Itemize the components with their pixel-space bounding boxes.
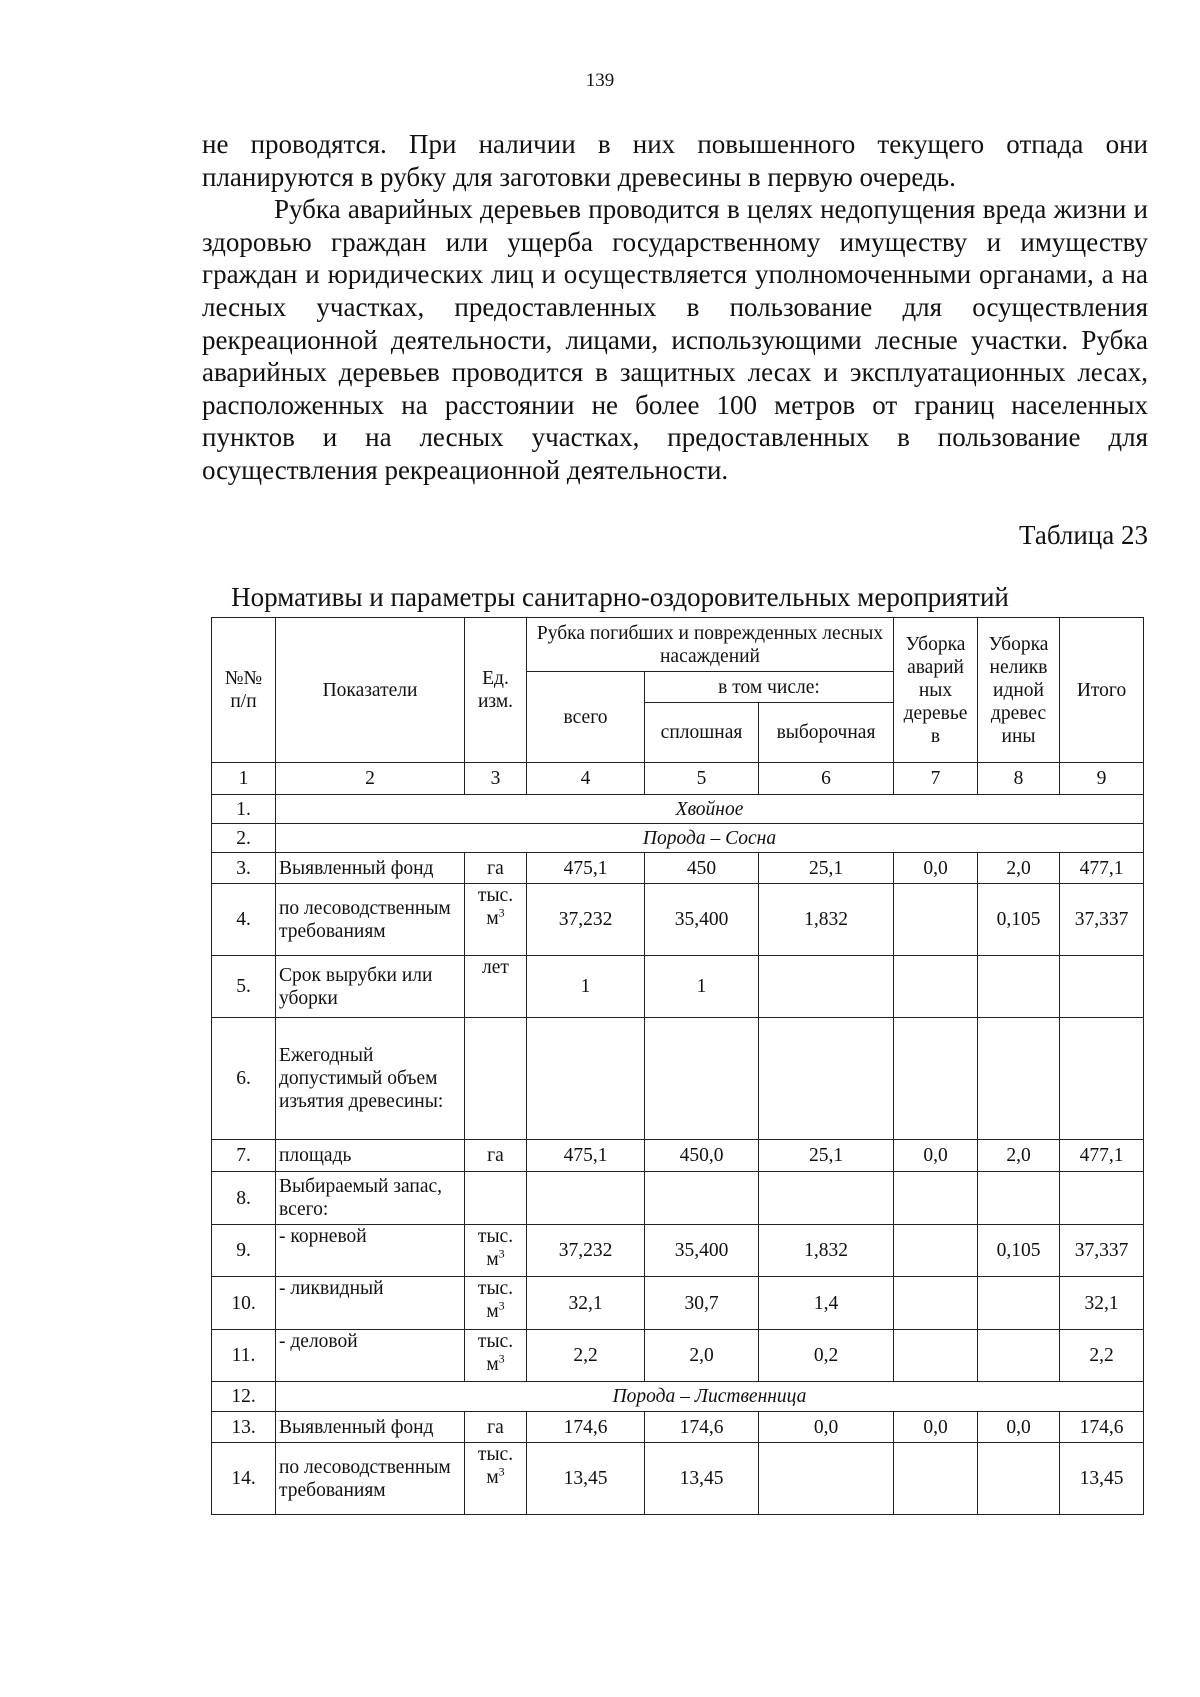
row-number: 2. xyxy=(212,824,276,853)
row-label: площадь xyxy=(276,1140,465,1172)
row-unit xyxy=(465,1018,527,1140)
row-label: Выявленный фонд xyxy=(276,1412,465,1443)
cell-value: 475,1 xyxy=(527,1140,645,1172)
cell-value: 37,232 xyxy=(527,1225,645,1277)
unit-thous: тыс. м xyxy=(477,1331,514,1375)
cell-value: 0,2 xyxy=(759,1330,894,1382)
cell-value: 1,4 xyxy=(759,1277,894,1330)
unit-superscript: 3 xyxy=(498,905,505,920)
cell-value: 13,45 xyxy=(1060,1443,1144,1515)
cell-value xyxy=(1060,1172,1144,1225)
cell-value xyxy=(978,956,1060,1018)
row-unit: га xyxy=(465,1140,527,1172)
table-label: Таблица 23 xyxy=(1019,520,1148,550)
cell-value: 2,0 xyxy=(978,853,1060,884)
row-number: 10. xyxy=(212,1277,276,1330)
row-unit xyxy=(465,1443,527,1515)
header-felling: Рубка погибших и поврежденных лесных насаждений xyxy=(527,618,894,672)
section-heading: Порода – Лиственница xyxy=(276,1382,1144,1412)
section-heading: Порода – Сосна xyxy=(276,824,1144,853)
row-label: - корневой xyxy=(276,1225,465,1277)
cell-value: 477,1 xyxy=(1060,853,1144,884)
row-label: Выбираемый запас, всего: xyxy=(276,1172,465,1225)
cell-value xyxy=(759,956,894,1018)
cell-value: 477,1 xyxy=(1060,1140,1144,1172)
col-number: 8 xyxy=(978,763,1060,795)
cell-value: 37,337 xyxy=(1060,884,1144,956)
cell-value: 1,832 xyxy=(759,884,894,956)
cell-value xyxy=(759,1443,894,1515)
cell-value: 0,105 xyxy=(978,884,1060,956)
page-number: 139 xyxy=(585,70,615,91)
row-unit xyxy=(465,884,527,956)
cell-value xyxy=(894,1330,978,1382)
cell-value xyxy=(1060,1018,1144,1140)
cell-value: 35,400 xyxy=(645,884,759,956)
col-number: 3 xyxy=(465,763,527,795)
row-number: 14. xyxy=(212,1443,276,1515)
table-row xyxy=(212,1140,1144,1172)
header-including: в том числе: xyxy=(645,672,894,703)
cell-value: 32,1 xyxy=(527,1277,645,1330)
cell-value: 450,0 xyxy=(645,1140,759,1172)
cell-value: 475,1 xyxy=(527,853,645,884)
paragraph-1: не проводятся. При наличии в них повышенного текущего отпада они планируются в рубку для заготовки древесины в первую очередь. xyxy=(202,129,1148,192)
row-label: Ежегодный допустимый объем изъятия древесины: xyxy=(276,1018,465,1140)
cell-value: 32,1 xyxy=(1060,1277,1144,1330)
cell-value: 37,337 xyxy=(1060,1225,1144,1277)
row-unit xyxy=(465,1225,527,1277)
cell-value: 25,1 xyxy=(759,1140,894,1172)
cell-value xyxy=(978,1277,1060,1330)
cell-value: 0,0 xyxy=(894,853,978,884)
row-label: по лесоводственным требованиям xyxy=(276,1443,465,1515)
row-number: 5. xyxy=(212,956,276,1018)
cell-value: 1,832 xyxy=(759,1225,894,1277)
cell-value xyxy=(894,956,978,1018)
cell-value: 25,1 xyxy=(759,853,894,884)
col-number: 2 xyxy=(276,763,465,795)
unit-thous: тыс. м xyxy=(477,1278,514,1322)
cell-value: 174,6 xyxy=(527,1412,645,1443)
table-title: Нормативы и параметры санитарно-оздоровительных мероприятий xyxy=(231,582,1009,612)
table-row xyxy=(212,795,1144,824)
header-indicators: Показатели xyxy=(276,618,465,763)
header-selective: выборочная xyxy=(759,703,894,763)
cell-value: 13,45 xyxy=(527,1443,645,1515)
cell-value: 2,0 xyxy=(645,1330,759,1382)
row-number: 1. xyxy=(212,795,276,824)
table-row xyxy=(212,1443,1144,1515)
cell-value: 174,6 xyxy=(1060,1412,1144,1443)
cell-value: 450 xyxy=(645,853,759,884)
row-unit xyxy=(465,1277,527,1330)
cell-value xyxy=(894,1172,978,1225)
header-row xyxy=(212,618,1144,672)
norms-table xyxy=(211,617,1144,1515)
table-row xyxy=(212,824,1144,853)
cell-value xyxy=(894,1277,978,1330)
header-illiquid: Уборка неликв идной древес ины xyxy=(978,618,1060,763)
row-label: по лесоводственным требованиям xyxy=(276,884,465,956)
cell-value: 0,0 xyxy=(978,1412,1060,1443)
cell-value: 2,2 xyxy=(1060,1330,1144,1382)
row-label: Срок вырубки или уборки xyxy=(276,956,465,1018)
table-row xyxy=(212,853,1144,884)
table-row xyxy=(212,1382,1144,1412)
row-label: - деловой xyxy=(276,1330,465,1382)
cell-value: 13,45 xyxy=(645,1443,759,1515)
table-row xyxy=(212,1277,1144,1330)
cell-value: 0,0 xyxy=(894,1140,978,1172)
header-total: Итого xyxy=(1060,618,1144,763)
cell-value xyxy=(978,1443,1060,1515)
unit-superscript: 3 xyxy=(498,1298,505,1313)
col-number: 4 xyxy=(527,763,645,795)
row-number: 7. xyxy=(212,1140,276,1172)
table-row xyxy=(212,1018,1144,1140)
table-row xyxy=(212,1330,1144,1382)
cell-value xyxy=(759,1018,894,1140)
table-row xyxy=(212,1412,1144,1443)
col-number: 7 xyxy=(894,763,978,795)
row-number: 3. xyxy=(212,853,276,884)
table-row xyxy=(212,1172,1144,1225)
row-label: - ликвидный xyxy=(276,1277,465,1330)
paragraph-2: Рубка аварийных деревьев проводится в целях недопущения вреда жизни и здоровью граждан или ущерба государственному имуществу и имуществу граждан и юридических лиц и осуществляется уполномоченными органами, а на лесных участках, предоставленных в пользование для осуществления рекреационной деятельности, лицами, использующими лесные участки. Рубка аварийных деревьев проводится в защитных лесах и эксплуатационных лесах, расположенных на расстоянии не более 100 метров от границ населенных пунктов и на лесных участках, предоставленных в пользование для осуществления рекреационной деятельности. xyxy=(202,194,1148,485)
cell-value xyxy=(894,884,978,956)
cell-value: 30,7 xyxy=(645,1277,759,1330)
header-emergency: Уборка аварий ных деревье в xyxy=(894,618,978,763)
cell-value xyxy=(527,1172,645,1225)
cell-value: 0,0 xyxy=(894,1412,978,1443)
cell-value xyxy=(978,1172,1060,1225)
table-row xyxy=(212,884,1144,956)
cell-value: 174,6 xyxy=(645,1412,759,1443)
cell-value: 35,400 xyxy=(645,1225,759,1277)
cell-value xyxy=(894,1443,978,1515)
cell-value xyxy=(978,1330,1060,1382)
table-row xyxy=(212,956,1144,1018)
row-number: 9. xyxy=(212,1225,276,1277)
section-heading: Хвойное xyxy=(276,795,1144,824)
col-number: 5 xyxy=(645,763,759,795)
unit-superscript: 3 xyxy=(498,1246,505,1261)
cell-value xyxy=(759,1172,894,1225)
row-number: 12. xyxy=(212,1382,276,1412)
cell-value xyxy=(645,1018,759,1140)
unit-thous: тыс. м xyxy=(477,1444,514,1488)
col-number: 1 xyxy=(212,763,276,795)
cell-value: 1 xyxy=(645,956,759,1018)
cell-value: 2,0 xyxy=(978,1140,1060,1172)
column-number-row xyxy=(212,763,1144,795)
row-number: 13. xyxy=(212,1412,276,1443)
table-row xyxy=(212,1225,1144,1277)
row-unit xyxy=(465,1330,527,1382)
cell-value: 0,0 xyxy=(759,1412,894,1443)
cell-value xyxy=(894,1225,978,1277)
cell-value xyxy=(1060,956,1144,1018)
cell-value xyxy=(894,1018,978,1140)
row-number: 11. xyxy=(212,1330,276,1382)
header-clear: сплошная xyxy=(645,703,759,763)
row-number: 6. xyxy=(212,1018,276,1140)
body-text xyxy=(202,128,1148,487)
row-unit: га xyxy=(465,1412,527,1443)
col-number: 9 xyxy=(1060,763,1144,795)
header-unit: Ед. изм. xyxy=(465,618,527,763)
cell-value: 1 xyxy=(527,956,645,1018)
unit-superscript: 3 xyxy=(498,1351,505,1366)
cell-value: 0,105 xyxy=(978,1225,1060,1277)
row-unit: га xyxy=(465,853,527,884)
cell-value xyxy=(645,1172,759,1225)
row-unit: лет xyxy=(465,956,527,1018)
header-num: №№ п/п xyxy=(212,618,276,763)
cell-value xyxy=(978,1018,1060,1140)
unit-thous: тыс. м xyxy=(477,885,514,929)
row-unit xyxy=(465,1172,527,1225)
row-number: 4. xyxy=(212,884,276,956)
cell-value xyxy=(527,1018,645,1140)
unit-thous: тыс. м xyxy=(477,1226,514,1270)
row-number: 8. xyxy=(212,1172,276,1225)
col-number: 6 xyxy=(759,763,894,795)
row-label: Выявленный фонд xyxy=(276,853,465,884)
cell-value: 37,232 xyxy=(527,884,645,956)
cell-value: 2,2 xyxy=(527,1330,645,1382)
header-total-all: всего xyxy=(527,672,645,763)
unit-superscript: 3 xyxy=(498,1464,505,1479)
